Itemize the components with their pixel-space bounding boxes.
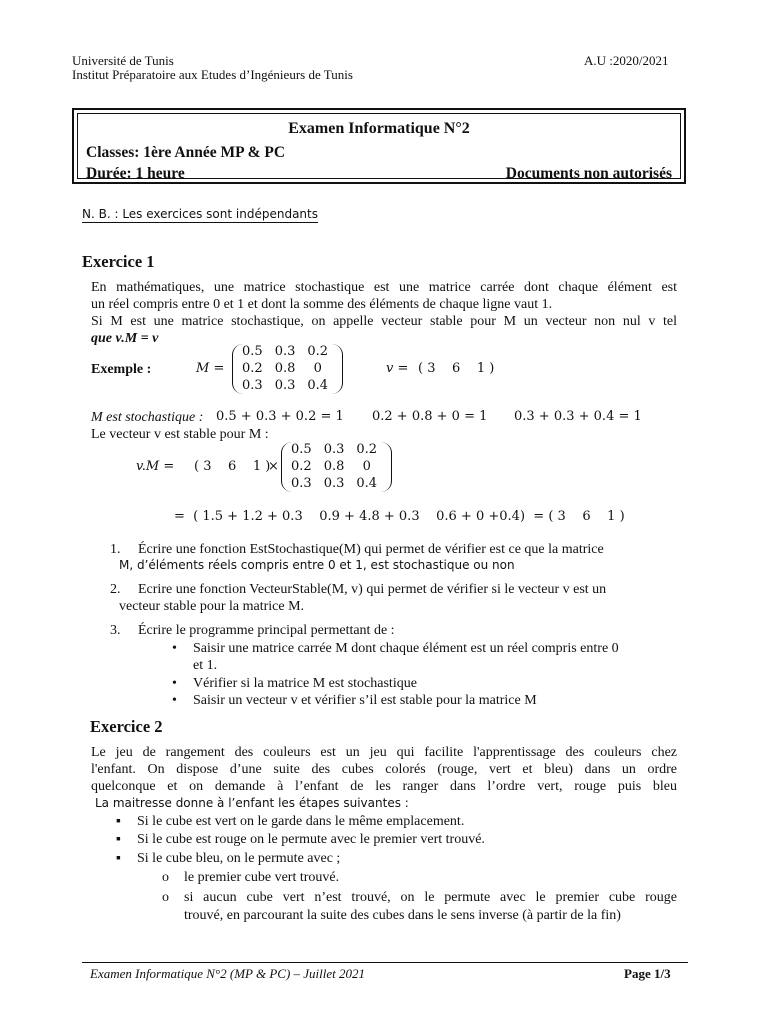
academic-year: A.U :2020/2021: [584, 53, 669, 68]
sum-row1: 0.5 + 0.3 + 0.2 = 1: [216, 409, 344, 424]
stoch-prefix: M est stochastique :: [91, 410, 204, 425]
result-term: 1.5 + 1.2 + 0.3: [202, 509, 303, 524]
matrix-right-bracket: [332, 344, 343, 394]
q1-line2: M, d’éléments réels compris entre 0 et 1, est stochastique ou non: [119, 558, 515, 572]
ex1-para1-line2: un réel compris entre 0 et 1 et dont la somme des éléments de chaque ligne vaut 1.: [91, 297, 553, 312]
ex2-para-line4: La maitresse donne à l’enfant les étapes suivantes :: [95, 796, 409, 810]
result-term: 0.9 + 4.8 + 0.3: [319, 509, 420, 524]
ex2-sub1: le premier cube vert trouvé.: [184, 870, 340, 885]
m-cell: 0.2: [307, 344, 329, 359]
duration-line: [86, 165, 185, 183]
bullet-icon: •: [172, 693, 177, 708]
ex2-sub2-line1: si aucun cube vert n’est trouvé, on le permute avec le premier cube rouge: [184, 890, 677, 905]
v-value: 1: [252, 459, 262, 474]
vM-label: v.M =: [136, 459, 175, 474]
vector-v-label: v =: [386, 361, 409, 376]
m-cell: 0.3: [274, 378, 296, 393]
nb-note: N. B. : Les exercices sont indépendants: [82, 207, 318, 221]
matrix2-right-bracket: [381, 442, 392, 492]
square-bullet-icon: ▪: [116, 814, 121, 829]
ex2-para-line3: quelconque et on demande à l’enfant de les ranger dans l’ordre vert, rouge puis bleu: [91, 779, 677, 794]
v-value: 6: [582, 509, 591, 524]
ex1-para2-line1: Si M est une matrice stochastique, on appelle vecteur stable pour M un vecteur non nul v tel: [91, 314, 677, 329]
classes-value: : 1ère Année MP & PC: [134, 144, 286, 161]
ex2-sub2-line2: trouvé, en parcourant la suite des cubes dans le sens inverse (à partir de la fin): [184, 908, 621, 923]
ex2-bullet3: Si le cube bleu, on le permute avec ;: [137, 851, 341, 866]
ex1-para1-line1: En mathématiques, une matrice stochastique est une matrice carrée dont chaque élément est: [91, 280, 677, 295]
m-cell: 0.8: [274, 361, 296, 376]
m-cell: 0.2: [242, 361, 263, 376]
square-bullet-icon: ▪: [116, 851, 121, 866]
q3-number: 3.: [110, 623, 121, 638]
m-cell: 0.3: [274, 344, 296, 359]
stable-line: Le vecteur v est stable pour M :: [91, 427, 269, 442]
v-value: 6: [452, 361, 461, 376]
sum-row2: 0.2 + 0.8 + 0 = 1: [372, 409, 488, 424]
documents-note: Documents non autorisés: [505, 165, 672, 182]
result-equals-2: =: [533, 509, 545, 524]
classes-line: [86, 144, 285, 162]
m-cell: 0: [313, 361, 322, 376]
footer-title: Examen Informatique N°2 (MP & PC) – Juillet 2021: [90, 966, 366, 981]
institute-name: Institut Préparatoire aux Etudes d’Ingénieurs de Tunis: [72, 67, 353, 82]
m-cell: 0.5: [291, 442, 312, 457]
classes-label: Classes: [86, 144, 135, 161]
bullet-icon: •: [172, 641, 177, 656]
m-cell: 0.3: [291, 476, 312, 491]
ex2-bullet2: Si le cube est rouge on le permute avec le premier vert trouvé.: [137, 832, 485, 847]
ex1-para2-line2: que v.M = v: [91, 331, 159, 346]
sum-row3: 0.3 + 0.3 + 0.4 = 1: [514, 409, 642, 424]
result-line: = ( 1.5 + 1.2 + 0.3 0.9 + 4.8 + 0.3 0.6 + 0 +0.4) = ( 3 6 1 ): [174, 509, 625, 524]
vM-vector: ( 3 6 1 ): [194, 459, 271, 474]
m-cell: 0: [362, 459, 371, 474]
v-value: 3: [557, 509, 566, 524]
m-cell: 0.3: [323, 476, 345, 491]
m-cell: 0.3: [242, 378, 263, 393]
ex2-para-line1: Le jeu de rangement des couleurs est un jeu qui facilite l'apprentissage des couleurs chez: [91, 745, 677, 760]
q3-line1: Écrire le programme principal permettant de :: [138, 623, 395, 638]
exam-title: Examen Informatique N°2: [288, 120, 470, 137]
result-term: 0.6 + 0 +0.4: [436, 509, 520, 524]
ex2-bullet1: Si le cube est vert on le garde dans le même emplacement.: [137, 814, 465, 829]
duration-label: Durée: [86, 165, 127, 182]
m-cell: 0.2: [356, 442, 378, 457]
m-cell: 0.2: [291, 459, 312, 474]
v-value: 1: [607, 509, 616, 524]
v-value: 6: [228, 459, 237, 474]
q3-bullet1-line2: et 1.: [193, 658, 218, 673]
page-number: Page 1/3: [624, 966, 671, 981]
q3-bullet3: Saisir un vecteur v et vérifier s’il est stable pour la matrice M: [193, 693, 537, 708]
duration-value: : 1 heure: [126, 165, 185, 182]
q2-line1: Ecrire une fonction VecteurStable(M, v) qui permet de vérifier si le vecteur v est un: [138, 582, 607, 597]
m-cell: 0.4: [356, 476, 378, 491]
v-value: 3: [203, 459, 212, 474]
q3-bullet1-line1: Saisir une matrice carrée M dont chaque élément est un réel compris entre 0: [193, 641, 619, 656]
exercise-1-title: Exercice 1: [82, 252, 155, 271]
bullet-icon: •: [172, 676, 177, 691]
circle-bullet-icon: o: [162, 870, 169, 885]
circle-bullet-icon: o: [162, 890, 169, 905]
vector-v: ( 3 6 1 ): [418, 361, 495, 376]
q2-line2: vecteur stable pour la matrice M.: [119, 599, 305, 614]
m-cell: 0.4: [307, 378, 329, 393]
v-value: 3: [427, 361, 436, 376]
exam-info-box: [72, 108, 686, 184]
q1-number: 1.: [110, 542, 121, 557]
q3-bullet2: Vérifier si la matrice M est stochastique: [193, 676, 417, 691]
university-name: Université de Tunis: [72, 53, 174, 68]
example-label: Exemple :: [91, 362, 152, 377]
times-sign: ×: [268, 459, 279, 474]
matrix-M-product: [285, 441, 383, 492]
square-bullet-icon: ▪: [116, 832, 121, 847]
v-value: 1: [476, 361, 486, 376]
footer-divider: [82, 962, 688, 963]
exercise-2-title: Exercice 2: [90, 717, 163, 736]
ex2-para-line2: l'enfant. On dispose d’une suite des cubes colorés (rouge, vert et bleu) dans un ordre: [91, 762, 677, 777]
q1-line1: Écrire une fonction EstStochastique(M) qui permet de vérifier est ce que la matrice: [138, 542, 604, 557]
matrix-M-label: M =: [196, 361, 225, 376]
m-cell: 0.8: [323, 459, 345, 474]
result-equals: =: [174, 509, 185, 524]
matrix-M: [236, 343, 334, 394]
q2-number: 2.: [110, 582, 121, 597]
m-cell: 0.5: [242, 344, 263, 359]
m-cell: 0.3: [323, 442, 345, 457]
